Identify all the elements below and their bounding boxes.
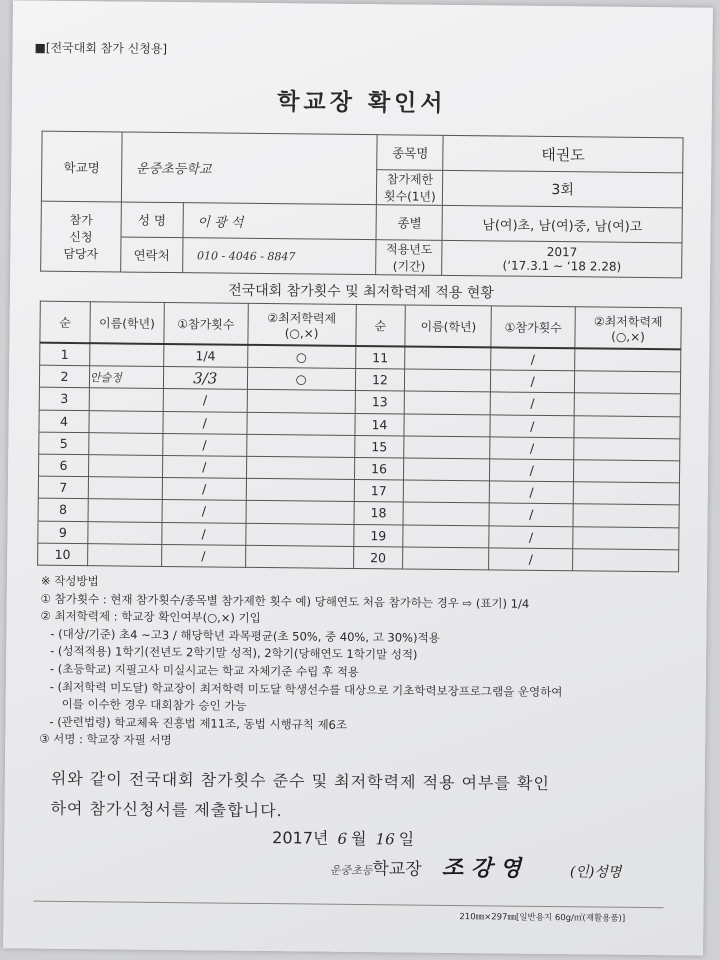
cell-no: 5 bbox=[39, 432, 89, 455]
cell-count: / bbox=[161, 544, 245, 567]
cell-count: / bbox=[163, 389, 247, 412]
year-label-line2: (기간) bbox=[392, 259, 426, 274]
cell-name bbox=[88, 455, 162, 478]
participation-table bbox=[37, 301, 682, 573]
cell-no: 14 bbox=[354, 413, 404, 436]
year-value: 2017 bbox=[546, 244, 578, 260]
cell-no: 12 bbox=[355, 369, 405, 392]
cell-min bbox=[573, 526, 679, 549]
limit-label bbox=[377, 170, 443, 206]
col-min-2 bbox=[575, 307, 681, 350]
cell-count: / bbox=[489, 525, 573, 548]
year-value-cell bbox=[442, 240, 682, 278]
date-year: 2017년 bbox=[272, 828, 329, 848]
cell-count: / bbox=[162, 522, 246, 545]
table-header-row bbox=[40, 301, 681, 349]
cell-no: 15 bbox=[354, 435, 404, 458]
cell-name bbox=[405, 346, 491, 370]
principal-signature: 조 강 영 bbox=[441, 854, 522, 882]
cell-name bbox=[404, 458, 490, 481]
cell-name bbox=[89, 432, 163, 455]
col-min-line1: ②최저학력제 bbox=[267, 310, 337, 326]
cell-no: 2 bbox=[39, 365, 89, 388]
cell-no: 10 bbox=[38, 543, 88, 566]
declaration bbox=[50, 764, 550, 829]
cell-name: 안슬정 bbox=[89, 366, 163, 389]
footer-divider bbox=[34, 901, 664, 909]
col-name: 이름(학년) bbox=[90, 302, 164, 344]
cell-no: 6 bbox=[39, 454, 89, 477]
cell-count: / bbox=[490, 392, 574, 415]
declaration-line2: 하여 참가신청서를 제출합니다. bbox=[50, 798, 283, 821]
cell-min bbox=[246, 478, 354, 501]
col-min bbox=[248, 303, 356, 346]
rep-label-line2: 신청 bbox=[69, 229, 93, 245]
cell-count: / bbox=[163, 433, 247, 456]
note-3: ③ 서명 : 학교장 자필 서명 bbox=[39, 732, 172, 748]
contact-label: 연락처 bbox=[121, 237, 183, 273]
principal-line bbox=[330, 854, 422, 880]
note-2c: - (초등학교) 지필고사 미실시교는 학교 자체기준 수립 후 적용 bbox=[49, 661, 360, 679]
note-2: ② 최저학력제 : 학교장 확인여부(○,×) 기입 bbox=[40, 608, 261, 626]
cell-min bbox=[574, 438, 680, 461]
cell-min bbox=[573, 482, 679, 505]
cell-name bbox=[403, 502, 489, 525]
name-label: 성 명 bbox=[121, 202, 183, 238]
cell-min bbox=[245, 545, 353, 568]
note-2a: - (대상/기준) 초4 ~고3 / 해당학년 과목평균(초 50%, 중 40%, 고 30%)적용 bbox=[50, 626, 440, 645]
limit-label-line2: 횟수(1년) bbox=[383, 189, 436, 204]
cell-min bbox=[573, 548, 679, 571]
cell-min: ○ bbox=[247, 345, 355, 369]
cell-no: 3 bbox=[39, 388, 89, 411]
date-month: 6 bbox=[337, 829, 348, 848]
cell-name bbox=[88, 521, 162, 544]
cell-count: / bbox=[491, 347, 575, 371]
cell-name bbox=[404, 436, 490, 459]
date-day: 16 bbox=[375, 830, 395, 849]
cell-no: 11 bbox=[355, 346, 405, 369]
cell-name bbox=[87, 543, 161, 566]
cell-no: 17 bbox=[354, 480, 404, 503]
cell-min bbox=[575, 371, 681, 394]
cell-no: 1 bbox=[40, 343, 90, 366]
cell-name bbox=[89, 388, 163, 411]
col-min-2-line2: (○,×) bbox=[611, 329, 645, 344]
cell-min bbox=[574, 460, 680, 483]
limit-label-line1: 참가제한 bbox=[386, 172, 434, 187]
cell-min bbox=[245, 523, 353, 546]
cell-name bbox=[405, 369, 491, 392]
note-2d: - (최저학력 미도달) 학교장이 최저학력 미도달 학생선수를 대상으로 기초학력보장프로그램을 운영하여 bbox=[49, 679, 563, 699]
document-page bbox=[3, 0, 713, 955]
cell-no: 9 bbox=[38, 521, 88, 544]
cell-no: 20 bbox=[353, 546, 403, 569]
cell-count: 1/4 bbox=[163, 344, 247, 368]
cell-min bbox=[247, 412, 355, 435]
cell-min bbox=[247, 390, 355, 413]
year-label bbox=[376, 240, 442, 276]
rep-label bbox=[41, 201, 122, 272]
cell-name bbox=[90, 343, 164, 366]
cell-name bbox=[404, 480, 490, 503]
cell-name bbox=[405, 391, 491, 414]
cell-no: 16 bbox=[354, 457, 404, 480]
seal-signature: (인)성명 bbox=[569, 864, 622, 881]
school-label: 학교명 bbox=[41, 131, 122, 202]
rep-label-line3: 담당자 bbox=[63, 246, 99, 262]
paper-spec: 210㎜×297㎜[일반용지 60g/㎡(재활용품)] bbox=[459, 912, 626, 924]
cell-name bbox=[89, 410, 163, 433]
cell-min bbox=[246, 501, 354, 524]
limit-value: 3회 bbox=[443, 170, 683, 208]
section-title: 전국대회 참가횟수 및 최저학력제 적용 현황 bbox=[228, 282, 494, 302]
cell-no: 18 bbox=[354, 502, 404, 525]
period-value: (‘17.3.1 ~ ‘18 2.28) bbox=[502, 258, 622, 274]
principal-label: 학교장 bbox=[372, 859, 422, 880]
cell-no: 4 bbox=[39, 410, 89, 433]
note-heading: ※ 작성방법 bbox=[40, 573, 99, 589]
cell-name bbox=[88, 477, 162, 500]
cell-count: / bbox=[489, 481, 573, 504]
note-2b: - (성적적용) 1학기(전년도 2학기말 성적), 2학기(당해연도 1학기말 성적) bbox=[50, 644, 418, 663]
date-line bbox=[272, 825, 414, 849]
cell-name bbox=[88, 499, 162, 522]
cell-count: / bbox=[489, 503, 573, 526]
cell-min: ○ bbox=[247, 368, 355, 391]
note-1: ① 참가횟수 : 현재 참가횟수/종목별 참가제한 횟수 예) 당해연도 처음 참가하는 경우 ⇨ (표기) 1/4 bbox=[40, 591, 530, 611]
cell-count: / bbox=[162, 478, 246, 501]
cell-min bbox=[246, 456, 354, 479]
cell-no: 7 bbox=[38, 476, 88, 499]
cell-count: 3/3 bbox=[163, 367, 247, 390]
cell-count: / bbox=[490, 437, 574, 460]
col-no-2: 순 bbox=[355, 304, 405, 346]
cell-no: 8 bbox=[38, 498, 88, 521]
cell-count: / bbox=[489, 548, 573, 571]
cell-no: 19 bbox=[353, 524, 403, 547]
cell-min bbox=[575, 348, 681, 372]
event-value: 태권도 bbox=[443, 135, 683, 173]
type-value: 남(여)초, 남(여)중, 남(여)고 bbox=[442, 205, 682, 243]
name-value: 이 광 석 bbox=[183, 203, 377, 240]
col-min-line2: (○,×) bbox=[284, 325, 319, 341]
header-table bbox=[40, 131, 683, 279]
rep-label-line1: 참가 bbox=[69, 212, 93, 228]
cell-name bbox=[404, 414, 490, 437]
date-month-unit: 월 bbox=[350, 828, 367, 849]
type-label: 종별 bbox=[376, 205, 442, 241]
contact-value: 010 - 4046 - 8847 bbox=[182, 238, 376, 275]
note-2d-cont: 이를 이수한 경우 대회참가 승인 가능 bbox=[61, 697, 247, 714]
date-day-unit: 일 bbox=[398, 829, 415, 849]
col-no: 순 bbox=[40, 301, 90, 343]
cell-no: 13 bbox=[355, 391, 405, 414]
declaration-line1: 위와 같이 전국대회 참가횟수 준수 및 최저학력제 적용 여부를 확인 bbox=[50, 768, 551, 794]
col-min-2-line1: ②최저학력제 bbox=[593, 313, 663, 329]
cell-name bbox=[403, 524, 489, 547]
cell-name bbox=[403, 547, 489, 570]
form-tag: ■[전국대회 참가 신청용] bbox=[34, 40, 168, 56]
year-label-line1: 적용년도 bbox=[386, 242, 433, 257]
cell-count: / bbox=[491, 370, 575, 393]
cell-count: / bbox=[162, 500, 246, 523]
cell-count: / bbox=[162, 455, 246, 478]
principal-school: 운중초등 bbox=[329, 863, 373, 878]
document-title: 학교장 확인서 bbox=[277, 89, 447, 117]
note-2e: - (관련법령) 학교체육 진흥법 제11조, 동법 시행규칙 제6조 bbox=[49, 714, 348, 732]
col-name-2: 이름(학년) bbox=[405, 305, 491, 347]
cell-count: / bbox=[163, 411, 247, 434]
event-label: 종목명 bbox=[377, 135, 443, 171]
cell-min bbox=[574, 415, 680, 438]
instructions bbox=[39, 573, 681, 756]
cell-min bbox=[574, 393, 680, 416]
col-count: ①참가횟수 bbox=[164, 302, 248, 344]
cell-count: / bbox=[490, 414, 574, 437]
cell-min bbox=[573, 504, 679, 527]
school-value: 운중초등학교 bbox=[121, 132, 377, 205]
cell-min bbox=[246, 434, 354, 457]
cell-count: / bbox=[490, 459, 574, 482]
col-count-2: ①참가횟수 bbox=[491, 306, 575, 348]
